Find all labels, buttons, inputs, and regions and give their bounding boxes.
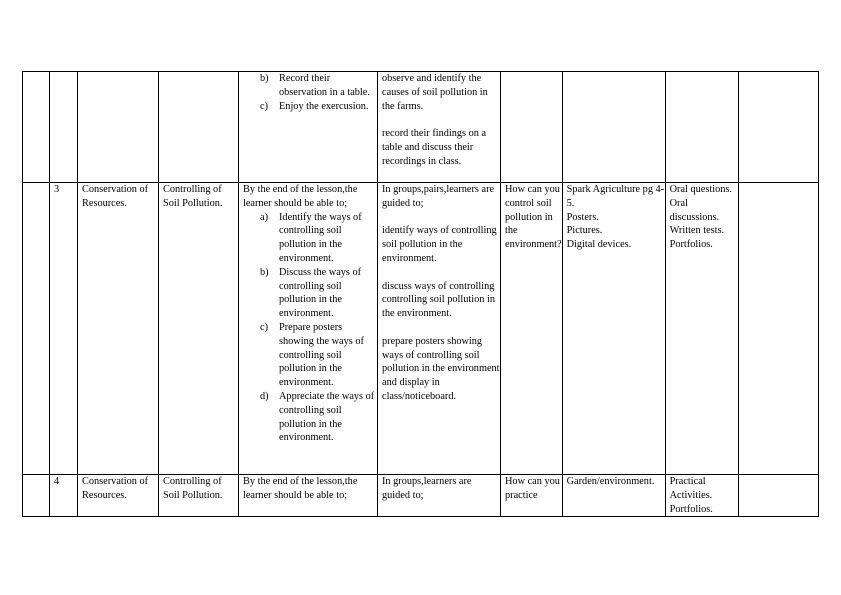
sub-strand-cell: Controlling of Soil Pollution. <box>159 475 239 517</box>
resource-item: Digital devices. <box>566 239 632 251</box>
sub-strand-cell: Controlling of Soil Pollution. <box>159 183 239 475</box>
assessment-cell <box>665 72 738 183</box>
strand-cell <box>78 72 159 183</box>
inquiry-question-cell: How can you control soil pollution in the environment? <box>501 183 563 475</box>
outcome-item: d) Appreciate the ways of controlling soil pollution in the environment. <box>260 390 375 444</box>
table-row <box>23 183 819 475</box>
learning-experiences-cell <box>378 183 501 475</box>
scheme-of-work-table <box>22 71 819 517</box>
table-row <box>23 475 819 517</box>
week-cell <box>23 475 50 517</box>
assessment-item: Oral questions. <box>669 184 732 195</box>
strand-cell: Conservation of Resources. <box>78 183 159 475</box>
week-cell <box>23 183 50 475</box>
lesson-cell: 3 <box>50 183 78 475</box>
resources-cell <box>562 183 665 475</box>
outcomes-intro: By the end of the lesson,the learner should be able to; <box>243 476 358 501</box>
assessment-cell <box>665 475 738 517</box>
outcomes-intro: By the end of the lesson,the learner should be able to; <box>243 184 358 209</box>
resource-item: Garden/environment. <box>566 476 655 487</box>
week-cell <box>23 72 50 183</box>
inquiry-question-cell <box>501 72 563 183</box>
resource-item: Posters. <box>566 211 599 223</box>
learning-experiences-cell <box>378 72 501 183</box>
assessment-item: Oral discussions. <box>669 197 720 223</box>
table-row <box>23 72 819 183</box>
assessment-item: Written tests. <box>669 225 725 237</box>
learning-experiences-cell <box>378 475 501 517</box>
assessment-item: Practical Activities. <box>669 476 713 501</box>
assessment-item: Portfolios. <box>669 239 713 251</box>
sub-strand-cell <box>159 72 239 183</box>
learning-outcomes-cell <box>239 183 378 475</box>
assessment-item: Portfolios. <box>669 503 713 515</box>
resource-item: Pictures. <box>566 225 603 237</box>
remarks-cell <box>738 475 818 517</box>
experience-text: record their findings on a table and discuss their recordings in class. <box>382 128 487 167</box>
inquiry-question-cell: How can you practice <box>501 475 563 517</box>
experience-text: identify ways of controlling soil pollution in the environment. <box>382 225 497 264</box>
experience-text: In groups,pairs,learners are guided to; <box>382 184 495 209</box>
remarks-cell <box>738 72 818 183</box>
outcome-item: c) Enjoy the exercusion. <box>260 100 369 112</box>
experience-text: observe and identify the causes of soil pollution in the farms. <box>382 73 488 112</box>
outcome-item: c) Prepare posters showing the ways of controlling soil pollution in the environment. <box>260 321 364 389</box>
experience-text: In groups,learners are guided to; <box>382 476 472 501</box>
outcome-item: b) Record their observation in a table. <box>260 73 370 98</box>
resources-cell <box>562 72 665 183</box>
resources-cell <box>562 475 665 517</box>
assessment-cell <box>665 183 738 475</box>
learning-outcomes-cell <box>239 72 378 183</box>
lesson-cell <box>50 72 78 183</box>
resource-item: Spark Agriculture pg 4-5. <box>566 184 665 209</box>
experience-text: prepare posters showing ways of controlling soil pollution in the environment and display in class/noticeboard. <box>382 335 500 402</box>
lesson-cell: 4 <box>50 475 78 517</box>
remarks-cell <box>738 183 818 475</box>
outcome-item: a) Identify the ways of controlling soil pollution in the environment. <box>260 211 362 264</box>
experience-text: discuss ways of controlling controlling soil pollution in the environment. <box>382 280 495 320</box>
strand-cell: Conservation of Resources. <box>78 475 159 517</box>
learning-outcomes-cell <box>239 475 378 517</box>
outcome-item: b) Discuss the ways of controlling soil pollution in the environment. <box>260 266 362 320</box>
